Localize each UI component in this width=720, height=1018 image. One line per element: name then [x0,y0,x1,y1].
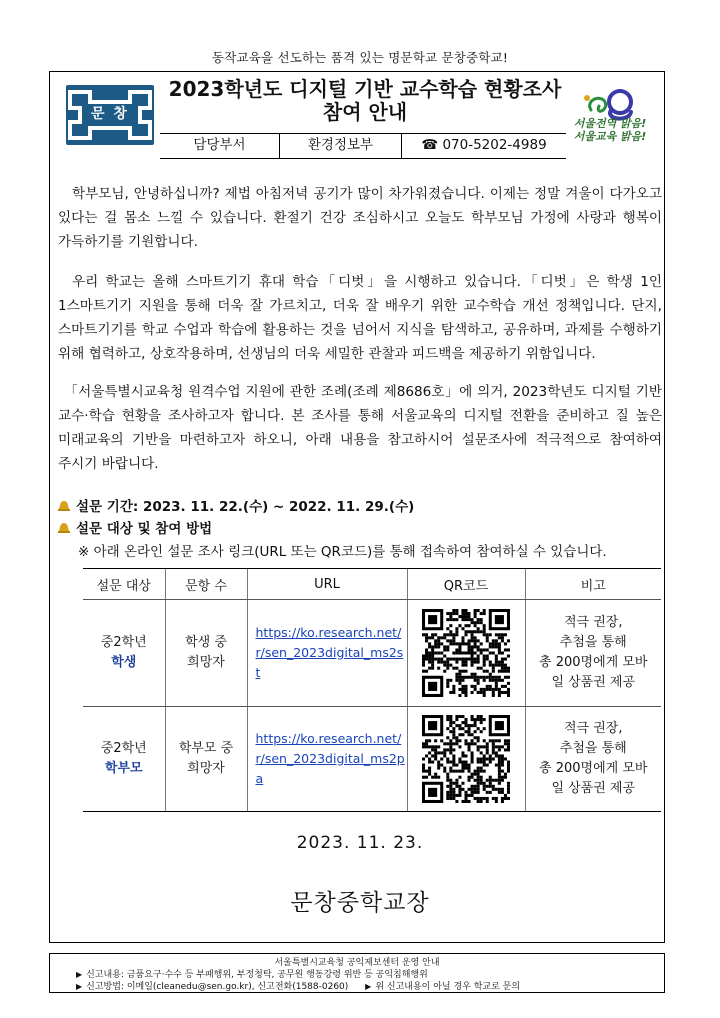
table-row [83,707,661,812]
target-cell [83,600,165,707]
grade-text: 중2학년 [100,741,147,756]
document-title [160,78,570,124]
title-line-1: 2023학년도 디지털 기반 교수학습 현황조사 [168,77,562,101]
col-header-qr: QR코드 [407,569,525,600]
col-header-items: 문항 수 [165,569,247,600]
dept-name: 환경정보부 [280,133,402,159]
document-date: 2023. 11. 23. [296,833,424,853]
survey-target-heading [58,517,212,537]
survey-note: ※ 아래 온라인 설문 조사 링크(URL 또는 QR코드)를 통해 접속하여 참여하실 수 있습니다. [78,544,607,560]
note-cell: 적극 권장, 추첨을 통해 총 200명에게 모바 일 상품권 제공 [525,707,661,812]
items-cell: 학생 중 희망자 [165,600,247,707]
whistleblower-footer [49,953,665,993]
footer-report-content: 신고내용: 금품요구·수수 등 부패행위, 부정청탁, 공무원 행동강령 위반 등 공익침해행위 [86,970,428,980]
school-logo-text: 문 창 [91,106,129,122]
footer-line-2 [76,979,520,992]
target-text: 학부모 [104,761,143,776]
triangle-bullet-icon: ▶ [365,982,372,991]
footer-report-method: 신고방법: 이메일(cleanedu@sen.go.kr), 신고전화(1588-0260) [86,982,349,992]
edu-slogan [555,117,665,143]
col-header-url: URL [247,569,407,600]
bell-icon [58,523,70,534]
paragraph-dibut: 우리 학교는 올해 스마트기기 휴대 학습「디벗」을 시행하고 있습니다.「디벗」은 학생 1인 1스마트기기 지원을 통해 더욱 잘 가르치고, 더욱 잘 배우기 위한 교수학습 개선 정책입니다. 단지, 스마트기기를 학교 수업과 학습에 활용하는 것을 넘어서 지식을 탐색하고, 공유하며, 과제를 수행하기 위해 협력하고, 상호작용하며, 선생님의 더욱 세밀한 관찰과 피드백을 제공하기 위함입니다. [58,274,662,362]
triangle-bullet-icon: ▶ [76,970,83,979]
qr-code-parent-icon[interactable] [422,715,510,803]
target-cell [83,707,165,812]
note-cell: 적극 권장, 추첨을 통해 총 200명에게 모바 일 상품권 제공 [525,600,661,707]
triangle-bullet-icon: ▶ [76,982,83,991]
paragraph-greeting: 학부모님, 안녕하십니까? 제법 아침저녁 공기가 많이 차가워졌습니다. 이제는 정말 겨울이 다가오고 있다는 걸 몸소 느낄 수 있습니다. 환절기 건강 조심하시고 오늘도 학부모님 가정에 사랑과 행복이 가득하기를 기원합니다. [58,186,662,250]
phone-icon: ☎ [421,137,439,153]
principal-signature: 문창중학교장 [290,890,430,916]
school-slogan: 동작교육을 선도하는 품격 있는 명문학교 문창중학교! [211,50,509,65]
qr-cell [407,707,525,812]
paragraph-survey-purpose: 「서울특별시교육청 원격수업 지원에 관한 조례(조례 제8686호」에 의거, 2023학년도 디지털 기반 교수·학습 현황을 조사하고자 합니다. 본 조사를 통해 서울교육의 디지털 전환을 준비하고 질 높은 미래교육의 기반을 마련하고자 하오니, 아래 내용을 참고하시어 설문조사에 적극적으로 참여하여 주시기 바랍니다. [58,384,662,472]
phone-number: 070-5202-4989 [442,137,547,153]
survey-target-text: 설문 대상 및 참여 방법 [76,521,213,537]
survey-link-student[interactable]: https://ko.research.net/r/sen_2023digital_ms2st [247,600,407,707]
dept-label: 담당부서 [160,133,280,159]
bell-icon [58,501,70,512]
edu-slogan-line-2: 서울교육 밝음! [573,130,647,143]
items-cell: 학부모 중 희망자 [165,707,247,812]
qr-code-student-icon[interactable] [422,609,510,697]
table-header-row [83,569,661,600]
title-line-2: 참여 안내 [322,100,408,124]
survey-link-parent[interactable]: https://ko.research.net/r/sen_2023digital_ms2pa [247,707,407,812]
target-text: 학생 [111,655,137,670]
footer-title: 서울특별시교육청 공익제보센터 운영 안내 [274,958,440,968]
edu-slogan-line-1: 서울전역 맑음! [573,117,647,130]
survey-table [83,568,661,812]
col-header-target: 설문 대상 [83,569,165,600]
col-header-note: 비고 [525,569,661,600]
grade-text: 중2학년 [100,635,147,650]
phone-cell [402,133,566,159]
survey-period-text: 설문 기간: 2023. 11. 22.(수) ~ 2022. 11. 29.(수) [76,499,415,515]
table-row [83,600,661,707]
qr-cell [407,600,525,707]
footer-inquiry-note: 위 신고내용이 아닐 경우 학교로 문의 [375,982,521,992]
survey-period [58,495,414,515]
